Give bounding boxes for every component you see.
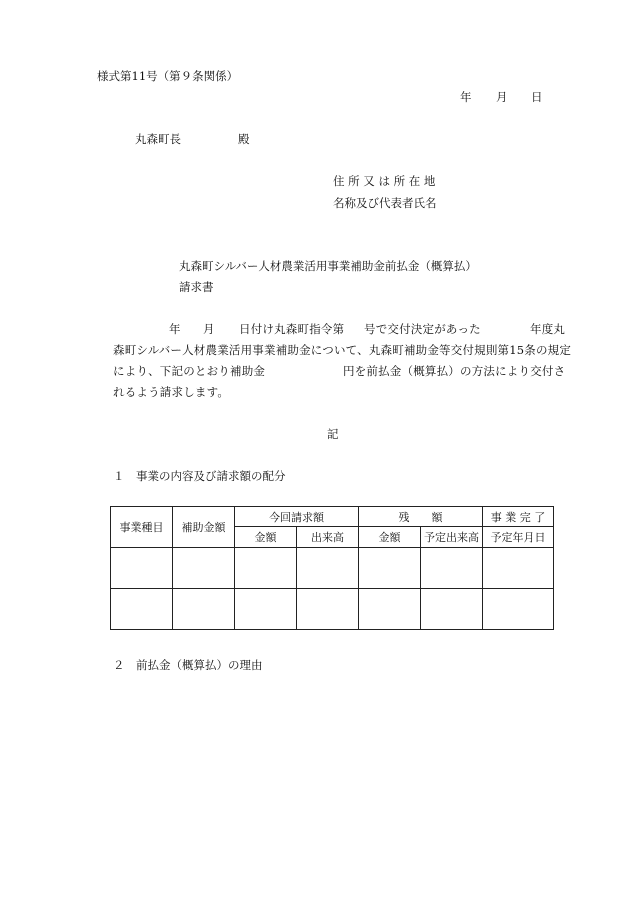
body-text-1a: 日付け丸森町指令第 <box>239 322 345 336</box>
body-text-4: れるよう請求します。 <box>113 385 230 399</box>
header-completion-1: 事 業 完 了 <box>483 507 554 527</box>
table-cell[interactable] <box>297 548 359 589</box>
date-month: 月 <box>496 90 508 104</box>
table-cell[interactable] <box>235 589 297 630</box>
table-cell[interactable] <box>111 548 173 589</box>
table-cell[interactable] <box>483 548 554 589</box>
section-2-heading: ２ 前払金（概算払）の理由 <box>113 658 263 672</box>
table-row <box>111 548 554 589</box>
date-day: 日 <box>531 90 543 104</box>
recipient-name: 丸森町長 <box>135 132 181 146</box>
header-current-request: 今回請求額 <box>235 507 359 527</box>
document-title-line2: 請求書 <box>179 280 214 294</box>
header-amount: 金額 <box>235 527 297 548</box>
table-cell[interactable] <box>111 589 173 630</box>
header-project-type: 事業種目 <box>111 507 173 548</box>
table-cell[interactable] <box>297 589 359 630</box>
table-cell[interactable] <box>483 589 554 630</box>
document-title: 丸森町シルバー人材農業活用事業補助金前払金（概算払） <box>179 259 477 273</box>
table-cell[interactable] <box>359 589 421 630</box>
table-cell[interactable] <box>421 548 483 589</box>
table-cell[interactable] <box>173 589 235 630</box>
header-achievement: 出来高 <box>297 527 359 548</box>
header-completion-2: 予定年月日 <box>483 527 554 548</box>
ki-heading: 記 <box>327 427 339 441</box>
header-remaining: 残 額 <box>359 507 483 527</box>
body-text-1c: 年度丸 <box>530 322 566 336</box>
header-amount-2: 金額 <box>359 527 421 548</box>
applicant-address-label: 住 所 又 は 所 在 地 <box>333 174 436 188</box>
body-text-3a: により、下記のとおり補助金 <box>113 364 266 378</box>
body-text-2: 森町シルバー人材農業活用事業補助金について、丸森町補助金等交付規則第15条の規定 <box>113 343 572 357</box>
section-1-heading: １ 事業の内容及び請求額の配分 <box>113 469 286 483</box>
body-month: 月 <box>203 322 215 336</box>
date-year: 年 <box>460 90 472 104</box>
form-number: 様式第11号（第９条関係） <box>97 69 239 83</box>
table-cell[interactable] <box>421 589 483 630</box>
body-text-1b: 号で交付決定があった <box>364 322 481 336</box>
allocation-table <box>110 506 554 630</box>
body-text-3b: 円を前払金（概算払）の方法により交付さ <box>343 364 566 378</box>
applicant-name-label: 名称及び代表者氏名 <box>333 196 437 210</box>
header-subsidy-amount: 補助金額 <box>173 507 235 548</box>
table-cell[interactable] <box>359 548 421 589</box>
table-cell[interactable] <box>235 548 297 589</box>
body-year: 年 <box>169 322 181 336</box>
table-row <box>111 589 554 630</box>
recipient-honorific: 殿 <box>238 132 250 146</box>
table-cell[interactable] <box>173 548 235 589</box>
header-planned-achievement: 予定出来高 <box>421 527 483 548</box>
